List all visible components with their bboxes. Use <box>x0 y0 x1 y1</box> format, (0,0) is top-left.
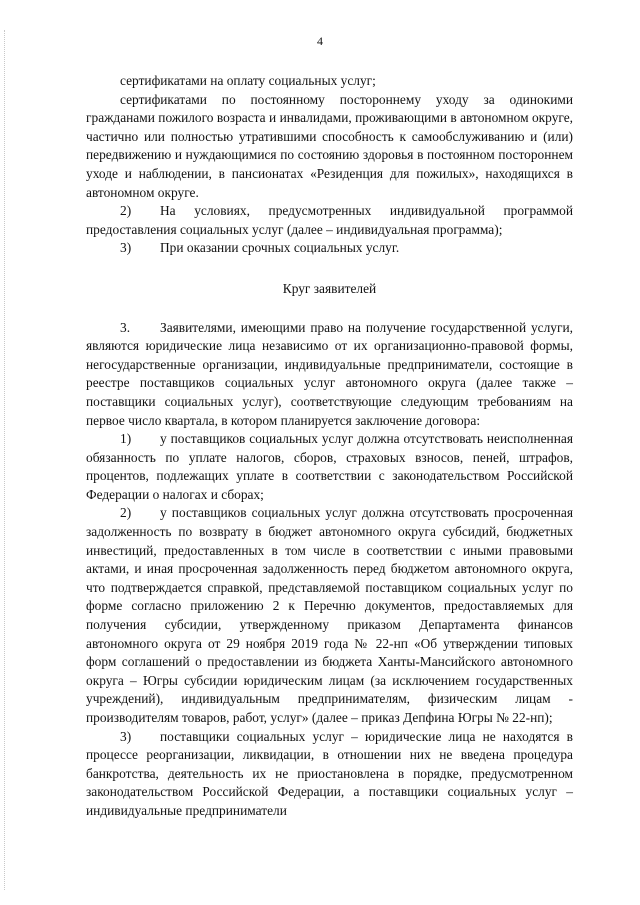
paragraph-certificates-care: сертификатами по постоянному постороннему уходу за одинокими гражданами пожилого возраста и инвалидами, проживающими в автономном округе, частично или полностью утратившими способность к самообслуживанию и (или) передвижению и нуждающимися по состоянию здоровья в постоянном постороннем уходе и наблюдении, в пансионатах «Резиденция для пожилых», находящихся в автономном округе. <box>86 91 573 200</box>
item-number: 3) <box>120 728 132 744</box>
item-text: у поставщиков социальных услуг должна отсутствовать неисполненная обязанность по уплате налогов, сборов, страховых взносов, пеней, штрафов, процентов, подлежащих уплате в соответствии с законодательством Российской Федерации о налогах и сборах; <box>86 431 573 502</box>
item-number: 3. <box>120 319 131 335</box>
item-number: 2) <box>120 203 132 219</box>
item-text: поставщики социальных услуг – юридические лица не находятся в процессе реорганизации, ликвидации, в отношении них не введена процедура банкротства, деятельность их не приостановлена в порядке, предусмотренном законодательством Российской Федерации, а поставщики социальных услуг – индивидуальные предприниматели <box>86 728 573 818</box>
item-text: Заявителями, имеющими право на получение государственной услуги, являются юридические лица независимо от их организационно-правовой формы, негосударственные организации, индивидуальные предприниматели, состоящие в реестре поставщиков социальных услуг автономного округа (далее также – поставщики социальных услуг), соответствующие следующим требованиям на первое число квартала, в котором планируется заключение договора: <box>86 319 573 428</box>
item-number: 1) <box>120 431 132 447</box>
paragraph-requirement-3 <box>86 728 573 821</box>
item-text: у поставщиков социальных услуг должна отсутствовать просроченная задолженность по возврату в бюджет автономного округа субсидий, бюджетных инвестиций, предоставленных в том числе в соответствии с иными правовыми актами, и иная просроченная задолженность перед бюджетом автономного округа, что подтверждается справкой, представляемой поставщиком социальных услуг по форме согласно приложению 2 к Перечню документов, предоставляемых для получения субсидии, утвержденному приказом Департамента финансов автономного округа от 29 ноября 2019 года № 22-нп «Об утверждении типовых форм соглашений о предоставлении из бюджета Ханты-Мансийского автономного округа – Югры субсидии юридическим лицам (за исключением государственных учреждений), индивидуальным предпринимателям, физическим лицам - производителям товаров, работ, услуг» (далее – приказ Депфина Югры № 22-нп); <box>86 505 573 725</box>
paragraph-requirement-2 <box>86 504 573 727</box>
scan-edge-mark <box>4 30 6 890</box>
paragraph-requirement-1 <box>86 430 573 504</box>
page-number: 4 <box>317 34 323 48</box>
paragraph-item-3 <box>86 239 573 258</box>
section-heading: Круг заявителей <box>282 280 377 296</box>
paragraph-applicants <box>86 319 573 431</box>
paragraph-item-2 <box>86 202 573 239</box>
paragraph-certificates-payment: сертификатами на оплату социальных услуг; <box>120 73 376 88</box>
item-text: При оказании срочных социальных услуг. <box>160 240 400 256</box>
item-text: На условиях, предусмотренных индивидуальной программой предоставления социальных услуг (далее – индивидуальная программа); <box>86 203 573 237</box>
item-number: 3) <box>120 240 132 256</box>
document-body <box>86 72 573 821</box>
item-number: 2) <box>120 505 132 521</box>
